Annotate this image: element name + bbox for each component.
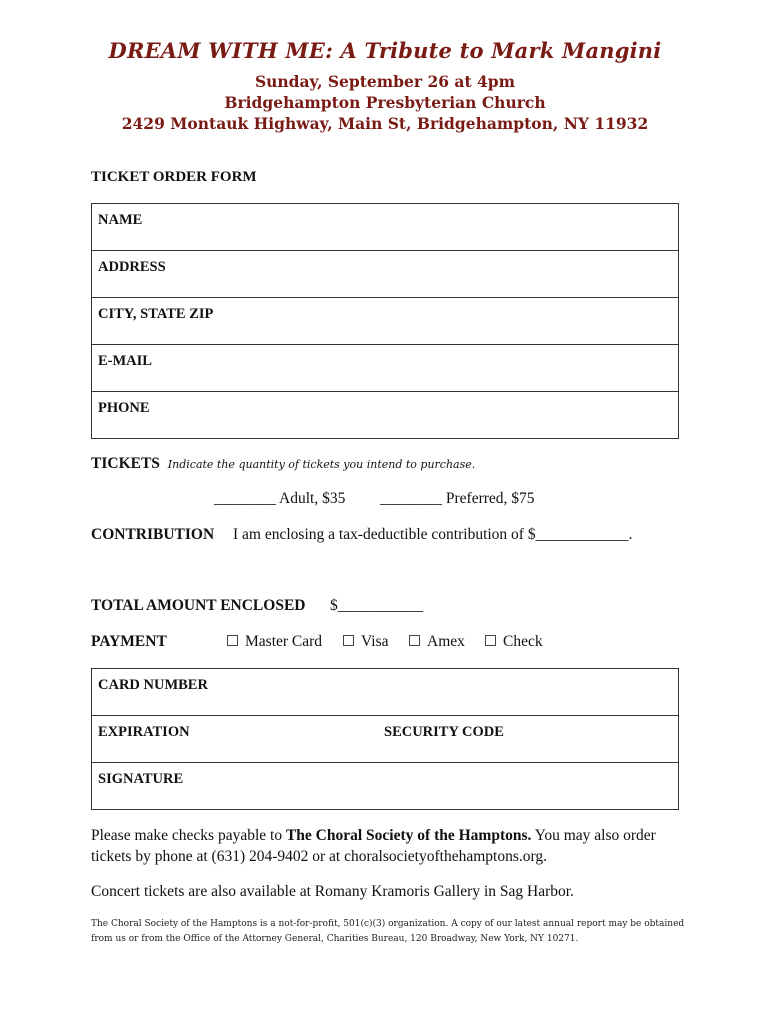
amex-checkbox[interactable] (409, 635, 420, 646)
event-address: 2429 Montauk Highway, Main St, Bridgehampton, NY 11932 (121, 114, 649, 133)
payment-option-master-card[interactable]: Master Card (227, 633, 322, 651)
email-field[interactable] (92, 345, 678, 392)
email-label: E-MAIL (98, 353, 152, 369)
signature-label: SIGNATURE (98, 771, 184, 787)
total-amount-line[interactable]: $___________ (330, 597, 423, 614)
preferred-ticket-line[interactable]: ________ Preferred, $75 (380, 490, 535, 507)
adult-ticket-line[interactable]: ________ Adult, $35 (214, 490, 346, 507)
payment-option-visa[interactable]: Visa (343, 633, 388, 651)
gallery-note: Concert tickets are also available at Romany Kramoris Gallery in Sag Harbor. (91, 883, 574, 900)
phone-label: PHONE (98, 400, 150, 416)
signature-field[interactable] (92, 763, 678, 809)
event-title: DREAM WITH ME: A Tribute to Mark Mangini (108, 38, 662, 63)
card-number-label: CARD NUMBER (98, 677, 208, 693)
event-date: Sunday, September 26 at 4pm (254, 72, 516, 91)
visa-checkbox[interactable] (343, 635, 354, 646)
payment-option-check[interactable]: Check (485, 633, 543, 651)
payment-label: PAYMENT (91, 633, 167, 650)
checks-payable-paragraph: Please make checks payable to The Choral Society of the Hamptons. You may also order tickets by phone at (631) 204-9402 or at choralsocietyofthehamptons.org. (91, 827, 656, 865)
card-number-field[interactable] (92, 669, 678, 716)
name-label: NAME (98, 212, 143, 228)
address-field[interactable] (92, 251, 678, 298)
contribution-label: CONTRIBUTION (91, 526, 215, 543)
card-fields-box (91, 668, 679, 810)
nonprofit-fine-print: The Choral Society of the Hamptons is a not-for-profit, 501(c)(3) organization. A copy of our latest annual report may be obtained from us or from the Office of the Attorney General, Charities Bureau, 120 Broadway, New York, NY 10271. (91, 919, 685, 944)
security-code-label: SECURITY CODE (384, 724, 504, 740)
form-heading: TICKET ORDER FORM (91, 169, 257, 185)
master-card-checkbox[interactable] (227, 635, 238, 646)
phone-field[interactable] (92, 392, 678, 438)
event-venue: Bridgehampton Presbyterian Church (224, 93, 546, 112)
tickets-section (91, 455, 475, 473)
payment-option-amex[interactable]: Amex (409, 633, 465, 651)
choral-society-name: The Choral Society of the Hamptons. (285, 827, 532, 844)
expiration-label: EXPIRATION (98, 724, 190, 740)
contact-fields-box (91, 203, 679, 439)
total-label: TOTAL AMOUNT ENCLOSED (91, 597, 306, 614)
tickets-label: TICKETS (91, 455, 160, 472)
tickets-note: Indicate the quantity of tickets you intend to purchase. (167, 458, 476, 471)
city-state-zip-field[interactable] (92, 298, 678, 345)
contribution-line[interactable]: I am enclosing a tax-deductible contribution of $____________. (233, 526, 633, 543)
expiration-security-row[interactable] (92, 716, 678, 763)
name-field[interactable] (92, 204, 678, 251)
address-label: ADDRESS (98, 259, 166, 275)
check-checkbox[interactable] (485, 635, 496, 646)
city-state-zip-label: CITY, STATE ZIP (98, 306, 214, 322)
